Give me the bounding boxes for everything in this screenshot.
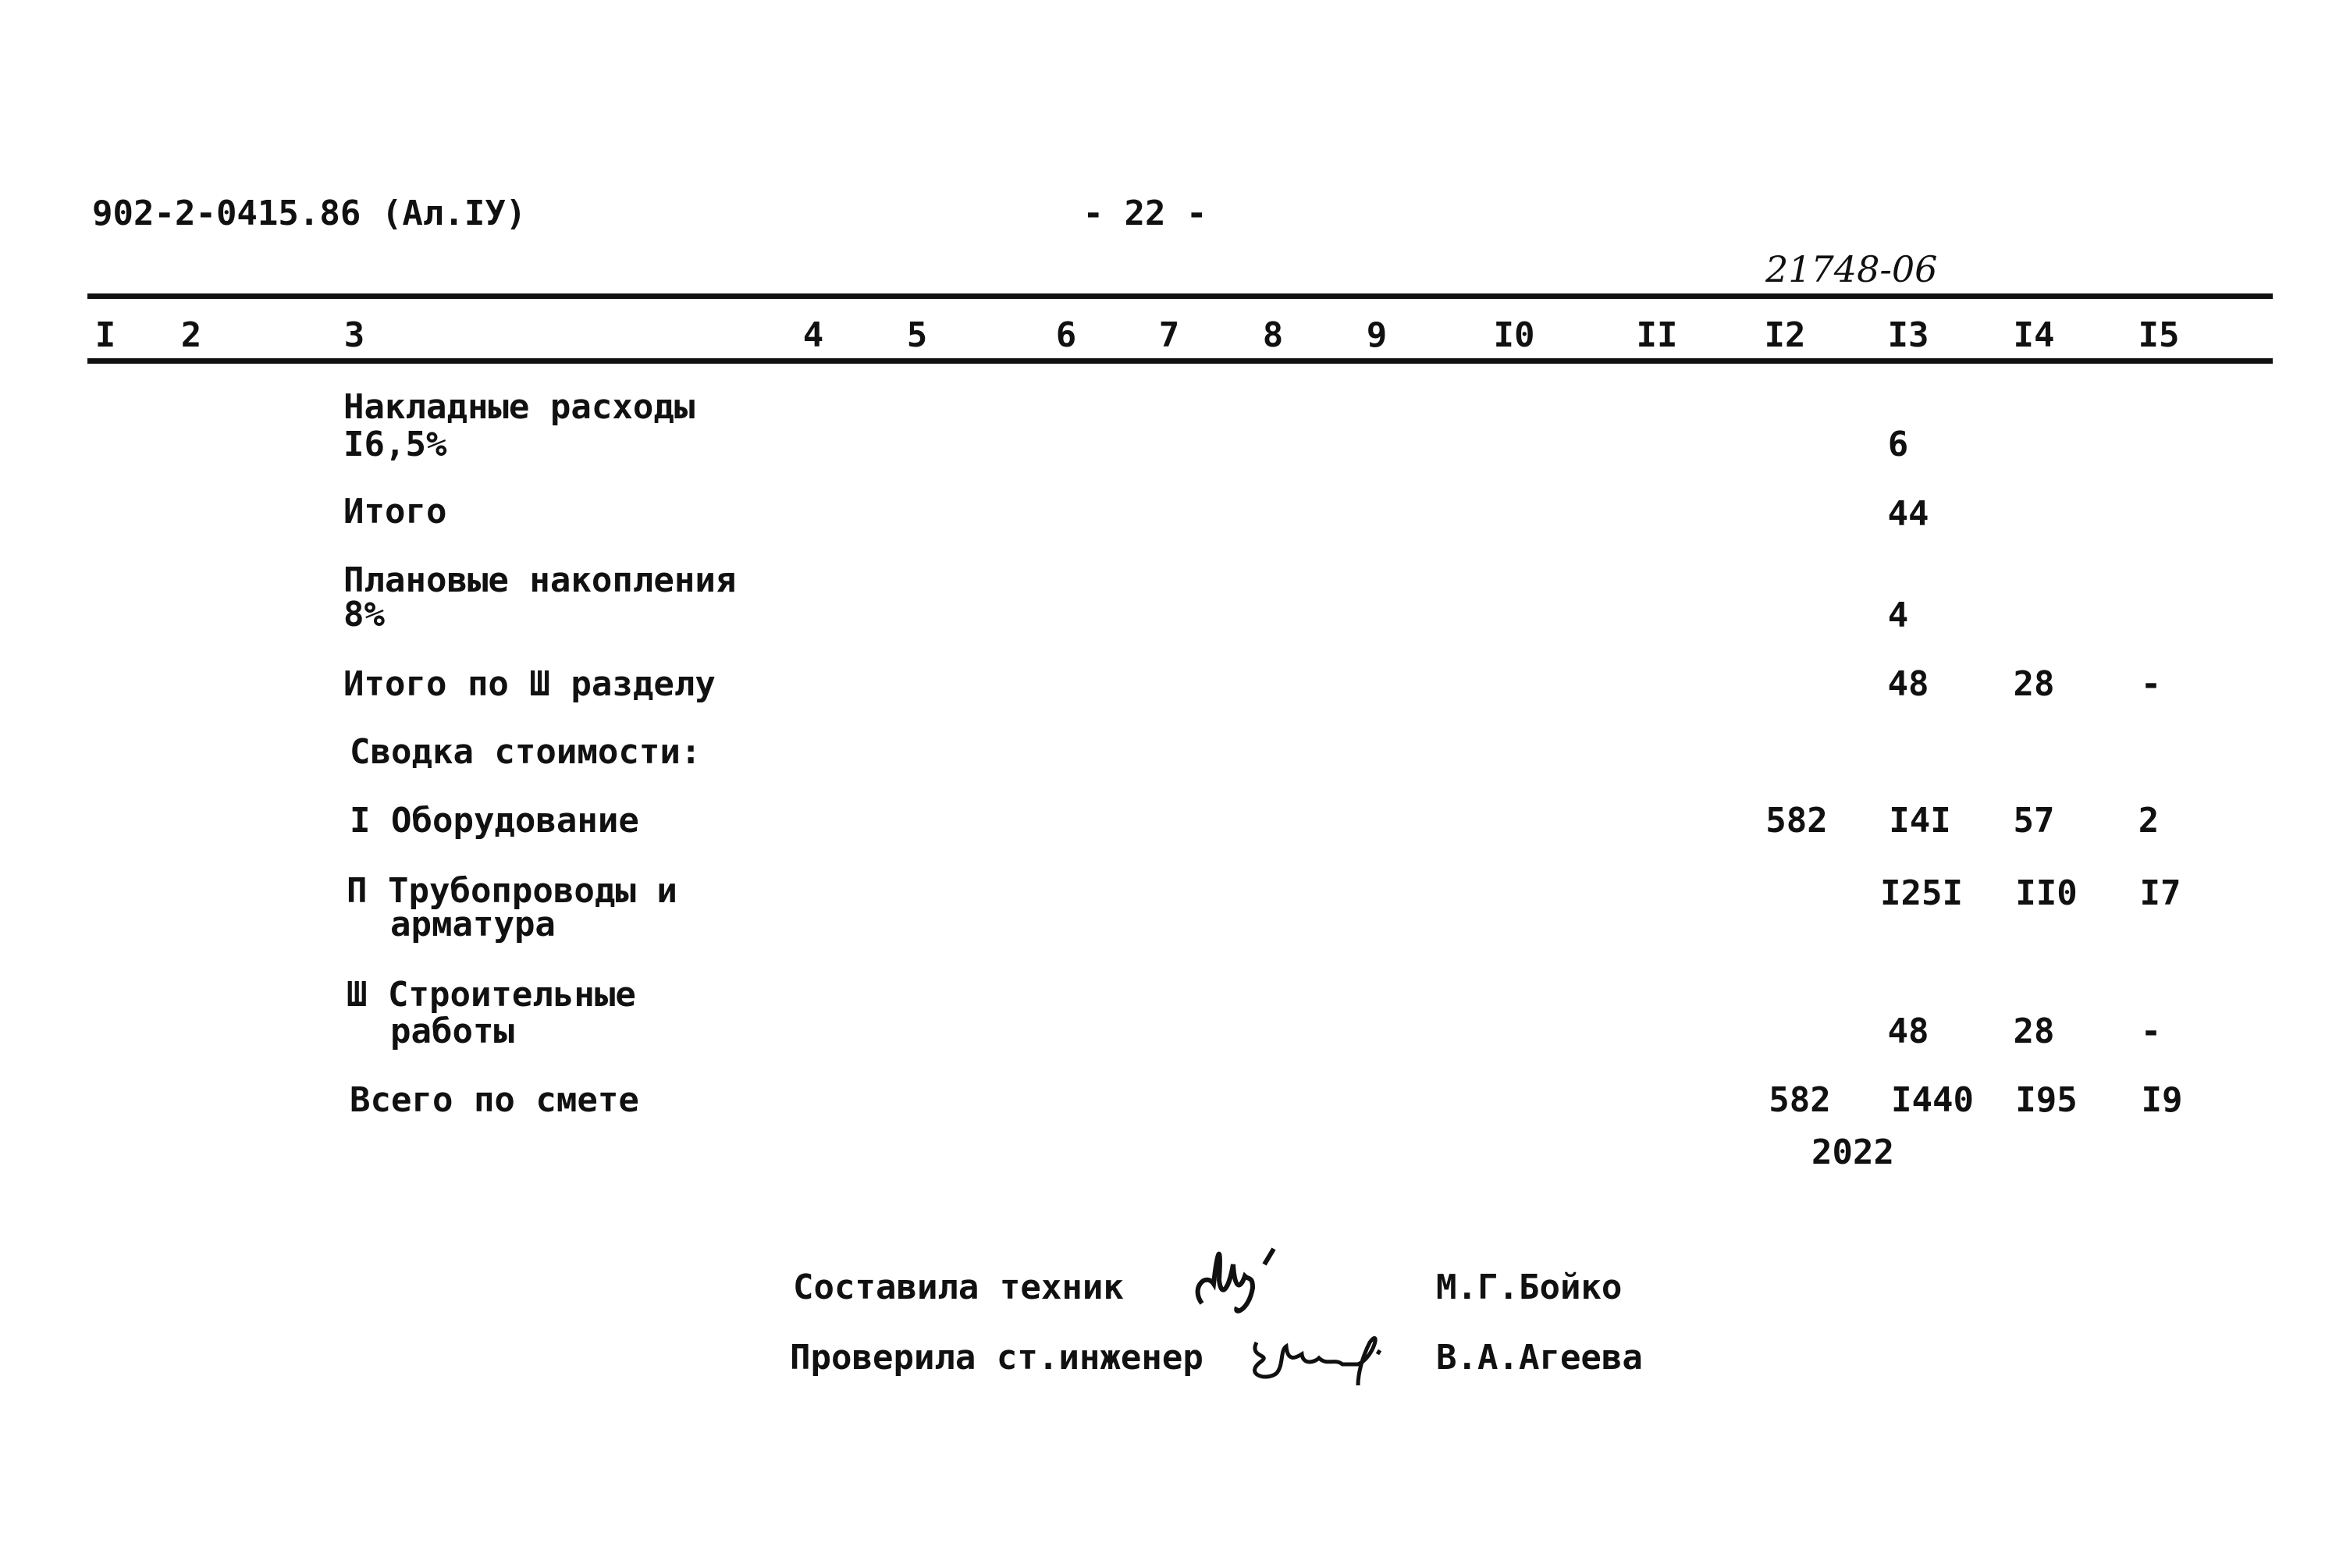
- signature-name: М.Г.Бойко: [1436, 1268, 1623, 1307]
- cell-c14: I95: [2015, 1080, 2078, 1120]
- cell-c13: 6: [1887, 425, 1909, 464]
- cell-c14: 28: [2013, 664, 2055, 704]
- col-header: 3: [343, 315, 365, 355]
- col-header: 8: [1262, 315, 1284, 355]
- signature-name: В.А.Агеева: [1436, 1338, 1643, 1378]
- cell-c15: 2: [2138, 801, 2160, 841]
- col-header: I5: [2138, 315, 2180, 355]
- cell-c12: 582: [1769, 1080, 1831, 1120]
- header-rule: [87, 358, 2273, 364]
- col-header: 6: [1055, 315, 1077, 355]
- col-header: I0: [1493, 315, 1535, 355]
- row-label: Накладные расходы: [343, 387, 695, 427]
- cell-c13: I4I: [1889, 801, 1951, 841]
- row-label: арматура: [390, 905, 556, 944]
- signature-1-image: [1186, 1233, 1335, 1319]
- cell-c13: 48: [1887, 664, 1929, 704]
- cell-c15: I9: [2141, 1080, 2183, 1120]
- row-label: 8%: [343, 595, 385, 635]
- cell-c13: I25I: [1880, 873, 1963, 913]
- handwritten-number: 21748-06: [1765, 248, 1938, 290]
- doc-code: 902-2-0415.86 (Ал.IУ): [92, 194, 527, 233]
- section-heading: Сводка стоимости:: [350, 732, 702, 772]
- row-label: Всего по смете: [350, 1080, 639, 1120]
- cell-c13: I440: [1891, 1080, 1974, 1120]
- cell-c14: 57: [2013, 801, 2055, 841]
- col-header: 4: [802, 315, 824, 355]
- grand-subtotal: 2022: [1811, 1132, 1894, 1172]
- row-label: П Трубопроводы и: [347, 871, 677, 911]
- cell-c15: -: [2140, 664, 2162, 704]
- row-label: Итого: [343, 492, 447, 532]
- col-header: I: [94, 315, 116, 355]
- col-header: II: [1636, 315, 1678, 355]
- row-label: I Оборудование: [350, 801, 639, 841]
- row-label: Ш Строительные: [347, 975, 636, 1015]
- cell-c13: 4: [1887, 596, 1909, 635]
- cell-c14: 28: [2013, 1012, 2055, 1051]
- cell-c12: 582: [1765, 801, 1828, 841]
- cell-c13: 48: [1887, 1012, 1929, 1051]
- col-header: 2: [180, 315, 202, 355]
- row-label: Итого по Ш разделу: [343, 664, 716, 704]
- col-header: 7: [1158, 315, 1180, 355]
- col-header: 9: [1366, 315, 1388, 355]
- signature-2-image: [1241, 1319, 1420, 1389]
- cell-c15: -: [2140, 1012, 2162, 1051]
- col-header: I2: [1764, 315, 1806, 355]
- row-label: работы: [390, 1012, 514, 1051]
- col-header: 5: [906, 315, 928, 355]
- top-rule: [87, 293, 2273, 299]
- row-label: I6,5%: [343, 425, 447, 464]
- col-header: I4: [2013, 315, 2055, 355]
- cell-c13: 44: [1887, 494, 1929, 534]
- cell-c15: I7: [2139, 873, 2181, 913]
- page-number: - 22 -: [1083, 194, 1207, 233]
- signature-role: Составила техник: [793, 1268, 1124, 1307]
- signature-role: Проверила ст.инженер: [790, 1338, 1203, 1378]
- col-header: I3: [1887, 315, 1929, 355]
- row-label: Плановые накопления: [343, 560, 737, 600]
- cell-c14: II0: [2015, 873, 2078, 913]
